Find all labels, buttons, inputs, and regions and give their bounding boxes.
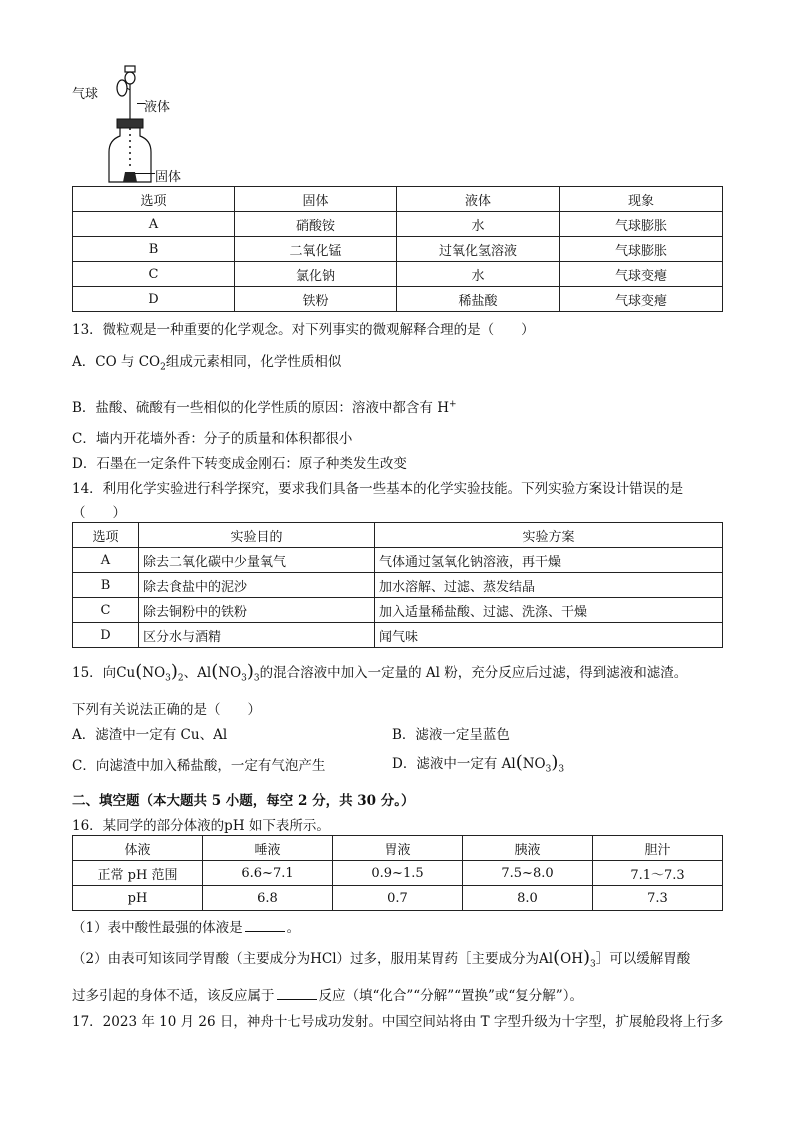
q16-paren-close-icon: ) xyxy=(582,947,590,968)
q15-formula-sub3: 3 xyxy=(558,764,565,775)
table-header-cell: 固体 xyxy=(235,187,397,212)
q13-option-a-sub: 2 xyxy=(160,362,166,373)
table-cell: D xyxy=(73,623,139,648)
q16-paren-open-icon: ( xyxy=(553,947,561,968)
table-cell: 正常 pH 范围 xyxy=(73,861,203,886)
table-cell: 水 xyxy=(397,212,560,237)
balloon-label: 气球 xyxy=(72,87,99,102)
table-cell: 8.0 xyxy=(463,886,593,911)
q16-part1 xyxy=(72,916,300,936)
table-row xyxy=(73,623,723,648)
table-cell: 气体通过氢氧化钠溶液，再干燥 xyxy=(375,548,723,573)
table-cell: 加水溶解、过滤、蒸发结晶 xyxy=(375,573,723,598)
table-cell: D xyxy=(73,287,235,312)
table-row xyxy=(73,237,723,262)
answer-blank[interactable] xyxy=(245,919,285,932)
q16-formula-al: Al xyxy=(539,951,554,967)
table-cell: 气球变瘪 xyxy=(560,287,723,312)
table-cell: C xyxy=(73,598,139,623)
table-cell: A xyxy=(73,212,235,237)
table-header-cell: 实验方案 xyxy=(375,523,723,548)
q14-table xyxy=(72,522,723,648)
q15-stem-prefix: 15．向 xyxy=(72,665,117,681)
table-cell: B xyxy=(73,237,235,262)
table-header-row xyxy=(73,523,723,548)
table-cell: 气球膨胀 xyxy=(560,212,723,237)
table-row xyxy=(73,548,723,573)
table-cell: 7.1～7.3 xyxy=(593,861,723,886)
q13-option-c: C．墙内开花墙外香：分子的质量和体积都很小 xyxy=(72,431,353,447)
table-header-cell: 选项 xyxy=(73,187,235,212)
q15-formula-al: Al xyxy=(197,665,212,681)
table-cell: 气球膨胀 xyxy=(560,237,723,262)
table-cell: 区分水与酒精 xyxy=(139,623,375,648)
table-row xyxy=(73,886,723,911)
answer-blank[interactable] xyxy=(277,987,317,1000)
q14-stem-line1: 14．利用化学实验进行科学探究，要求我们具备一些基本的化学实验技能。下列实验方案设计错误的是 xyxy=(72,481,684,497)
table-header-cell: 胆汁 xyxy=(593,836,723,861)
table-header-row xyxy=(73,187,723,212)
table-cell: 6.6~7.1 xyxy=(203,861,333,886)
table-header-cell: 实验目的 xyxy=(139,523,375,548)
q16-formula-hcl: HCl xyxy=(310,951,337,967)
table-row xyxy=(73,212,723,237)
solid-leader-line xyxy=(135,173,155,174)
q15-formula-no3: NO xyxy=(522,756,546,772)
table-cell: 7.3 xyxy=(593,886,723,911)
q15-option-d xyxy=(392,752,564,775)
table-cell: B xyxy=(73,573,139,598)
q17-stem: 17．2023 年 10 月 26 日，神舟十七号成功发射。中国空间站将由 T 字型升级为十字型，扩展舱段将上行多 xyxy=(72,1014,724,1030)
q15-formula-sub3: 3 xyxy=(165,673,171,684)
q15-stem-suffix: 的混合溶液中加入一定量的 Al 粉，充分反应后过滤，得到滤液和滤渣。 xyxy=(259,665,688,681)
table-cell: 气球变瘪 xyxy=(560,262,723,287)
section2-title: 二、填空题（本大题共 5 小题，每空 2 分，共 30 分。） xyxy=(72,793,415,809)
q16-stem: 16．某同学的部分体液的pH 如下表所示。 xyxy=(72,818,330,834)
table-cell: pH xyxy=(73,886,203,911)
q15-formula-sub2: 2 xyxy=(177,673,184,684)
q15-option-d-prefix: D．滤液中一定有 Al xyxy=(392,756,516,772)
q15-formula-sub3: 3 xyxy=(241,673,247,684)
q13-stem: 13．微粒观是一种重要的化学观念。对下列事实的微观解释合理的是（ ） xyxy=(72,322,535,338)
q13-option-a xyxy=(72,350,341,373)
q16-part2-line2-suffix: 反应（填“化合”“分解”“置换”或“复分解”）。 xyxy=(318,988,583,1004)
table-row xyxy=(73,861,723,886)
q13-option-d: D．石墨在一定条件下转变成金刚石：原子种类发生改变 xyxy=(72,456,407,472)
q15-paren-open-icon: ( xyxy=(515,752,523,773)
q16-part1-suffix: 。 xyxy=(286,920,301,936)
q13-option-a-suffix: 组成元素相同，化学性质相似 xyxy=(165,354,342,370)
table-cell: 铁粉 xyxy=(235,287,397,312)
q15-formula-no3: NO xyxy=(142,665,166,681)
table-cell: 过氧化氢溶液 xyxy=(397,237,560,262)
q13-option-b-sup: + xyxy=(448,399,457,410)
q13-option-b-text: B．盐酸、硫酸有一些相似的化学性质的原因：溶液中都含有 H xyxy=(72,400,449,416)
table-cell: 硝酸铵 xyxy=(235,212,397,237)
table-row xyxy=(73,262,723,287)
q16-formula-oh: OH xyxy=(560,951,583,967)
q13-option-b xyxy=(72,396,457,416)
q16-part2-suffix: ］可以缓解胃酸 xyxy=(595,951,691,967)
table-cell: 稀盐酸 xyxy=(397,287,560,312)
q15-paren-close-icon: ) xyxy=(170,661,178,682)
q15-option-b: B．滤液一定呈蓝色 xyxy=(392,727,510,743)
q12-table xyxy=(72,186,723,312)
q15-paren-close-icon: ) xyxy=(246,661,254,682)
table-header-cell: 现象 xyxy=(560,187,723,212)
table-cell: 除去二氧化碳中少量氧气 xyxy=(139,548,375,573)
table-header-row xyxy=(73,836,723,861)
q15-stem xyxy=(72,661,687,684)
table-cell: 闻气味 xyxy=(375,623,723,648)
table-cell: C xyxy=(73,262,235,287)
table-header-cell: 唾液 xyxy=(203,836,333,861)
q15-paren-open-icon: ( xyxy=(211,661,219,682)
q15-formula-sub3: 3 xyxy=(253,673,260,684)
q16-table xyxy=(72,835,723,911)
table-cell: 6.8 xyxy=(203,886,333,911)
table-header-cell: 胰液 xyxy=(463,836,593,861)
table-cell: 水 xyxy=(397,262,560,287)
q14-stem-line2: （ ） xyxy=(72,505,126,521)
table-cell: A xyxy=(73,548,139,573)
q15-paren-open-icon: ( xyxy=(135,661,143,682)
q15-option-a: A．滤渣中一定有 Cu、Al xyxy=(72,727,228,743)
q15-formula-cu: Cu xyxy=(116,665,136,681)
q16-part2 xyxy=(72,947,690,970)
q16-part2-prefix: （2）由表可知该同学胃酸（主要成分为 xyxy=(72,951,311,967)
q16-part2-line2-prefix: 过多引起的身体不适，该反应属于 xyxy=(72,988,275,1004)
q13-option-a-prefix: A．CO 与 CO xyxy=(72,354,161,370)
table-header-cell: 液体 xyxy=(397,187,560,212)
table-cell: 除去铜粉中的铁粉 xyxy=(139,598,375,623)
table-header-cell: 选项 xyxy=(73,523,139,548)
table-cell: 除去食盐中的泥沙 xyxy=(139,573,375,598)
table-row xyxy=(73,598,723,623)
q16-part2-line2 xyxy=(72,984,583,1004)
table-cell: 氯化钠 xyxy=(235,262,397,287)
liquid-label: 液体 xyxy=(144,100,171,115)
q15-formula-sub3: 3 xyxy=(545,764,552,775)
table-header-cell: 体液 xyxy=(73,836,203,861)
q16-formula-sub3: 3 xyxy=(590,959,596,970)
q15-separator: 、 xyxy=(183,665,198,681)
liquid-leader-line xyxy=(137,103,145,104)
table-cell: 0.9~1.5 xyxy=(333,861,463,886)
solid-label: 固体 xyxy=(155,170,182,185)
q16-part1-prefix: （1）表中酸性最强的体液是 xyxy=(72,920,243,936)
table-header-cell: 胃液 xyxy=(333,836,463,861)
table-cell: 0.7 xyxy=(333,886,463,911)
q15-line2: 下列有关说法正确的是（ ） xyxy=(72,702,261,718)
q15-option-c: C．向滤渣中加入稀盐酸，一定有气泡产生 xyxy=(72,758,326,774)
q16-part2-mid: ）过多，服用某胃药［主要成分为 xyxy=(336,951,540,967)
q15-formula-no3: NO xyxy=(218,665,242,681)
table-cell: 7.5~8.0 xyxy=(463,861,593,886)
q15-paren-close-icon: ) xyxy=(551,752,559,773)
table-row xyxy=(73,573,723,598)
table-row xyxy=(73,287,723,312)
table-cell: 二氧化锰 xyxy=(235,237,397,262)
table-cell: 加入适量稀盐酸、过滤、洗涤、干燥 xyxy=(375,598,723,623)
